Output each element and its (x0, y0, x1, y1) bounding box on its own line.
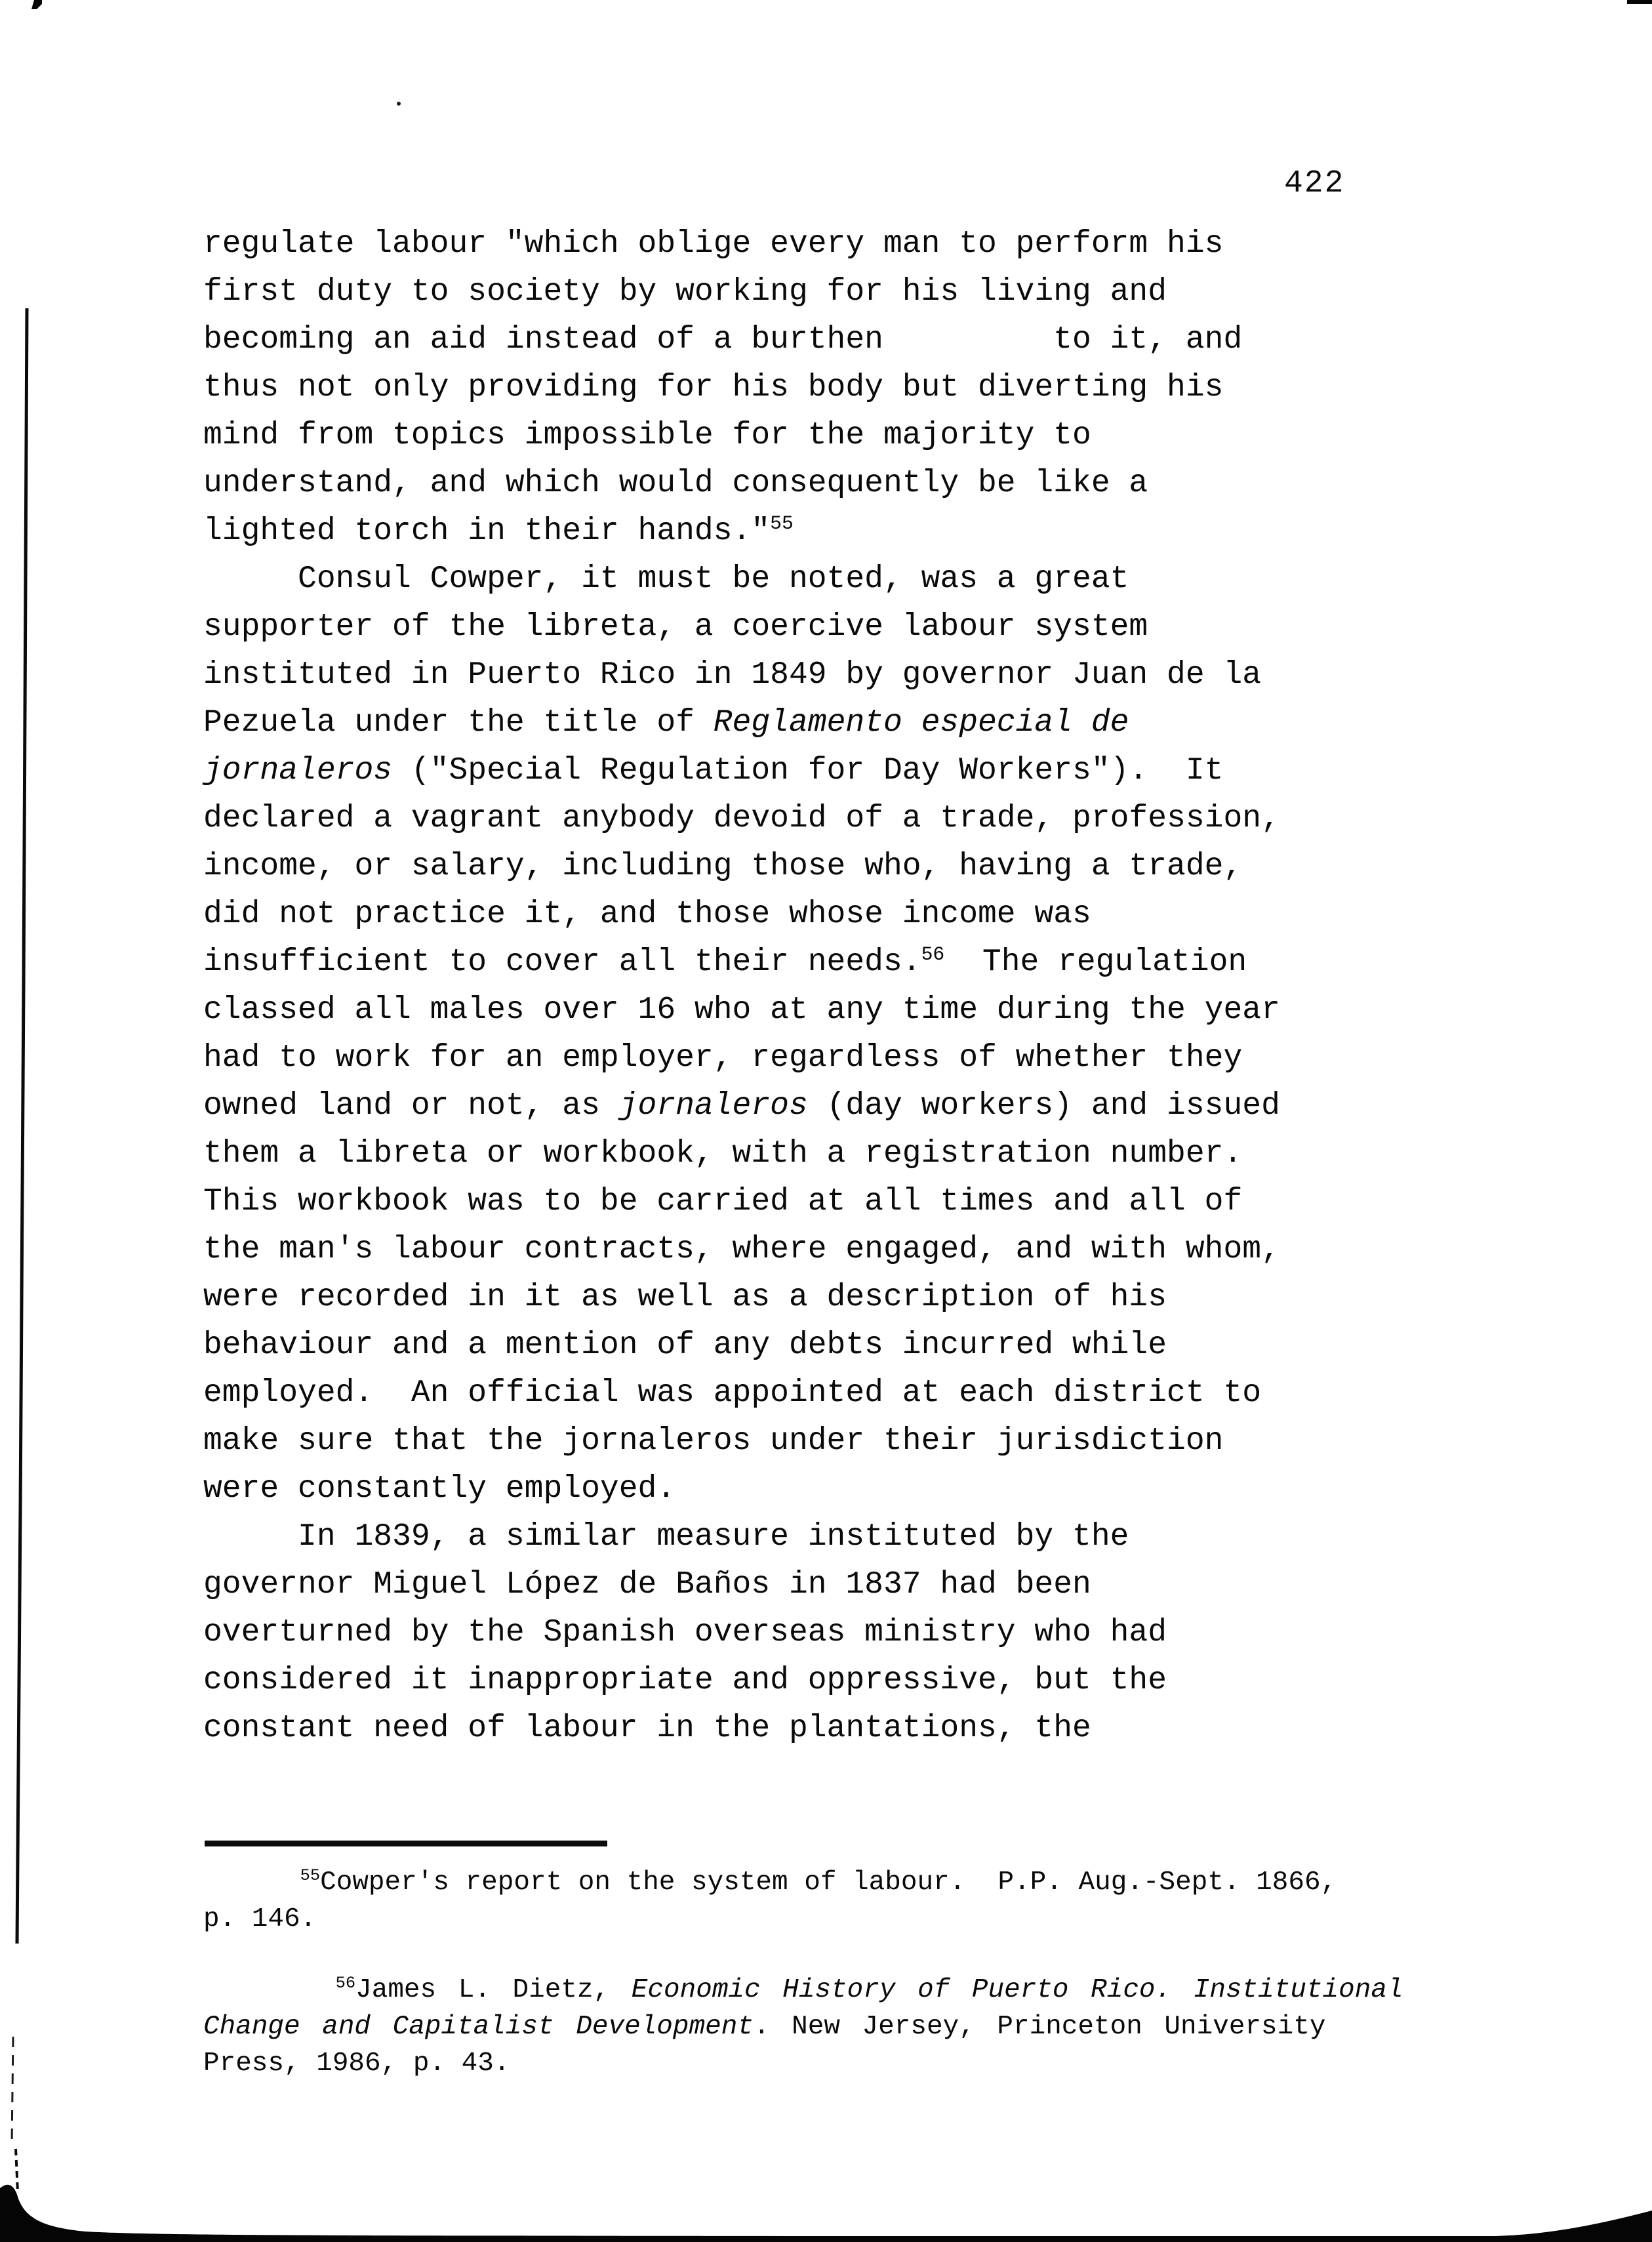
text-line (203, 1417, 1280, 1465)
text-segment (203, 1867, 300, 1898)
text-segment: income, or salary, including those who, having a trade, (203, 849, 1243, 884)
text-segment: employed. An official was appointed at each district to (203, 1376, 1262, 1411)
text-segment: had to work for an employer, regardless of whether they (203, 1040, 1243, 1076)
text-line (203, 1274, 1280, 1322)
text-line (203, 891, 1280, 939)
text-line (203, 364, 1280, 412)
binding-crease-line (17, 308, 27, 1944)
text-line (203, 1864, 1403, 1901)
ink-speck (397, 102, 401, 106)
italic-text: jornaleros (203, 753, 393, 788)
text-line (203, 1130, 1280, 1178)
text-segment: thus not only providing for his body but diverting his (203, 370, 1224, 405)
text-segment: owned land or not, as (203, 1088, 619, 1124)
text-line (203, 316, 1280, 364)
text-line (203, 699, 1280, 747)
text-line (203, 1465, 1280, 1513)
text-segment: considered it inappropriate and oppressive, but the (203, 1663, 1167, 1698)
footnote-marker: 56 (921, 943, 945, 966)
binding-crease-spike (16, 2149, 18, 2192)
text-segment (203, 1975, 336, 2005)
text-line (203, 1657, 1280, 1705)
text-segment: regulate labour "which oblige every man to perform his (203, 226, 1224, 262)
body-text (203, 220, 1280, 1753)
text-segment: James L. Dietz, (355, 1975, 632, 2005)
text-segment: were constantly employed. (203, 1471, 676, 1507)
italic-text: Change and Capitalist Development (203, 2012, 754, 2042)
text-line (203, 1901, 1403, 1938)
text-line (203, 603, 1280, 651)
text-line (203, 987, 1280, 1034)
text-segment: instituted in Puerto Rico in 1849 by governor Juan de la (203, 657, 1262, 693)
text-segment: Consul Cowper, it must be noted, was a great (203, 561, 1129, 597)
text-segment: lighted torch in their hands." (203, 514, 771, 549)
text-line (203, 2045, 1403, 2082)
text-segment: becoming an aid instead of a burthen to it, and (203, 322, 1243, 357)
text-segment: This workbook was to be carried at all times and all of (203, 1184, 1243, 1219)
text-line (203, 508, 1280, 556)
text-segment: Cowper's report on the system of labour. P.P. Aug.-Sept. 1866, (320, 1867, 1337, 1898)
text-segment: . New Jersey, Princeton University (753, 2012, 1326, 2042)
text-segment: ("Special Regulation for Day Workers"). It (392, 753, 1224, 788)
text-segment: constant need of labour in the plantations, the (203, 1711, 1091, 1746)
text-segment: Press, 1986, p. 43. (203, 2048, 510, 2079)
text-segment: Pezuela under the title of (203, 705, 714, 741)
text-line (203, 1705, 1280, 1753)
text-segment: p. 146. (203, 1904, 317, 1934)
text-line (203, 1226, 1280, 1274)
footnotes (203, 1864, 1403, 2082)
text-line (203, 1561, 1280, 1609)
text-segment: insufficient to cover all their needs. (203, 945, 921, 980)
text-line (203, 2008, 1403, 2045)
text-line (203, 1972, 1403, 2008)
text-line (203, 1513, 1280, 1561)
text-segment: first duty to society by working for his living and (203, 274, 1167, 310)
text-segment: did not practice it, and those whose income was (203, 897, 1091, 932)
text-line (203, 1609, 1280, 1657)
text-line (203, 220, 1280, 268)
text-line (203, 1034, 1280, 1082)
text-segment: understand, and which would consequently be like a (203, 466, 1148, 501)
text-line (203, 1370, 1280, 1417)
text-segment: the man's labour contracts, where engaged, and with whom, (203, 1232, 1280, 1267)
text-line (203, 1322, 1280, 1370)
footnote-separator (205, 1841, 607, 1846)
text-line (203, 412, 1280, 460)
binding-crease-dashes (12, 2037, 13, 2144)
text-segment: mind from topics impossible for the majority to (203, 418, 1091, 453)
footnote-marker: 55 (770, 512, 794, 535)
italic-text: jornaleros (618, 1088, 808, 1124)
text-segment: declared a vagrant anybody devoid of a trade, profession, (203, 801, 1280, 836)
italic-text: Economic History of Puerto Rico. Institutional (631, 1975, 1403, 2005)
scan-shadow-bottom (0, 2185, 1652, 2242)
text-segment: The regulation (944, 945, 1247, 980)
footnote (203, 1972, 1403, 2082)
text-line (203, 795, 1280, 843)
footnote (203, 1864, 1403, 1938)
text-line (203, 556, 1280, 603)
text-segment: overturned by the Spanish overseas ministry who had (203, 1615, 1167, 1650)
footnote-marker: 56 (335, 1974, 356, 1993)
text-segment: In 1839, a similar measure instituted by the (203, 1519, 1129, 1555)
text-line (203, 460, 1280, 508)
text-segment: (day workers) and issued (807, 1088, 1280, 1124)
text-line (203, 1082, 1280, 1130)
text-segment: make sure that the jornaleros under their jurisdiction (203, 1423, 1224, 1459)
text-line (203, 268, 1280, 316)
text-segment: them a libreta or workbook, with a registration number. (203, 1136, 1243, 1172)
scan-mark-top-left (31, 0, 42, 9)
text-segment: behaviour and a mention of any debts incurred while (203, 1328, 1167, 1363)
text-line (203, 651, 1280, 699)
text-line (203, 747, 1280, 795)
text-segment: classed all males over 16 who at any time during the year (203, 992, 1280, 1028)
text-line (203, 1178, 1280, 1226)
footnote-marker: 55 (300, 1866, 321, 1886)
text-segment: supporter of the libreta, a coercive labour system (203, 609, 1148, 645)
page-number: 422 (1284, 166, 1345, 201)
text-segment: governor Miguel López de Baños in 1837 had been (203, 1567, 1091, 1602)
italic-text: Reglamento especial de (713, 705, 1129, 741)
scan-mark-top-right (1627, 0, 1652, 4)
text-line (203, 843, 1280, 891)
text-line (203, 939, 1280, 987)
text-segment: were recorded in it as well as a description of his (203, 1280, 1167, 1315)
